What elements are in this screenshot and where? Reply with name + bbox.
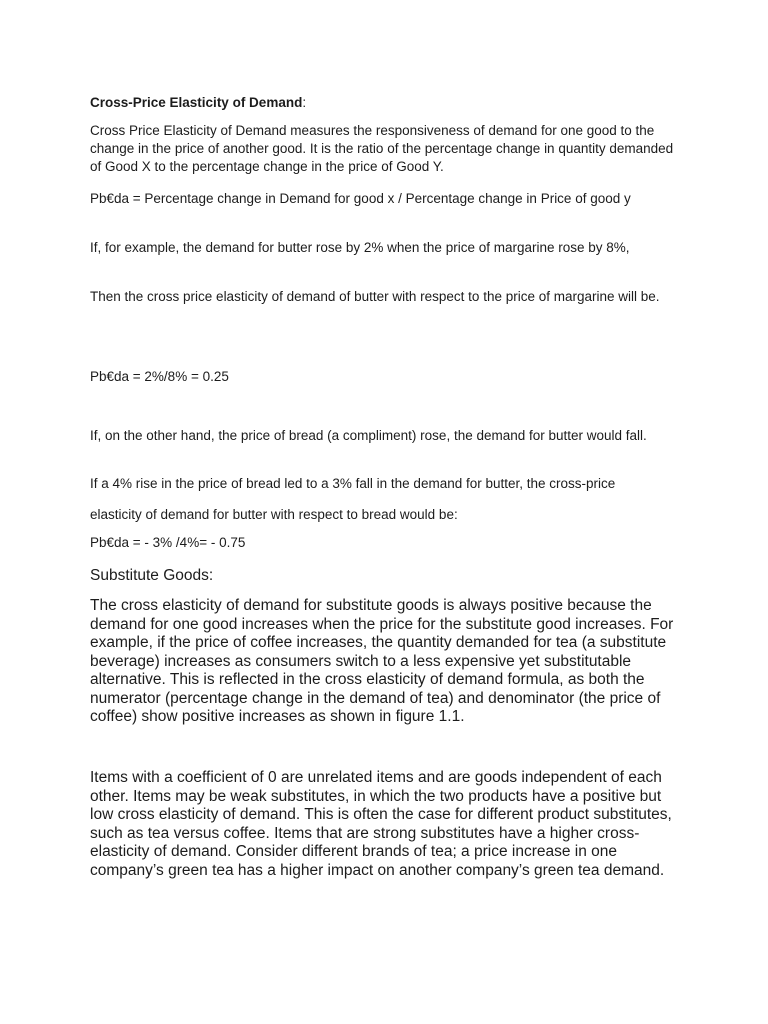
formula-definition: Pb€da = Percentage change in Demand for good x / Percentage change in Price of good y — [90, 191, 631, 206]
example-result: Pb€da = 2%/8% = 0.25 — [90, 369, 229, 384]
complement-result: Pb€da = - 3% /4%= - 0.75 — [90, 535, 246, 550]
substitute-paragraph-2: Items with a coefficient of 0 are unrelated items and are goods independent of each other. Items may be weak substitutes, in which the two products have a positive but low cross elasticity of demand. This is often the case for different product substitutes, such as tea versus coffee. Items that are strong substitutes have a higher cross-elasticity of demand. Consider different brands of tea; a price increase in one company’s green tea has a higher impact on another company’s green tea demand. — [90, 769, 672, 879]
heading-bold-text: Cross-Price Elasticity of Demand — [90, 95, 303, 110]
heading-suffix: : — [302, 95, 307, 110]
document-page — [90, 0, 690, 1024]
substitute-paragraph-1: The cross elasticity of demand for substitute goods is always positive because the demand for one good increases when the price for the substitute good increases. For example, if the price of coffee increases, the quantity demanded for tea (a substitute beverage) increases as consumers switch to a less expensive yet substitutable alternative. This is reflected in the cross elasticity of demand formula, as both the numerator (percentage change in the demand of tea) and denominator (the price of coffee) show positive increases as shown in figure 1.1. — [90, 597, 674, 725]
complement-line-1: If a 4% rise in the price of bread led to a 3% fall in the demand for butter, the cross-price — [90, 476, 616, 491]
complement-intro: If, on the other hand, the price of bread (a compliment) rose, the demand for butter would fall. — [90, 428, 647, 443]
section-heading — [90, 94, 306, 112]
example-then: Then the cross price elasticity of demand of butter with respect to the price of margarine will be. — [90, 289, 660, 304]
complement-line-2: elasticity of demand for butter with respect to bread would be: — [90, 507, 458, 522]
intro-paragraph: Cross Price Elasticity of Demand measures the responsiveness of demand for one good to the change in the price of another good. It is the ratio of the percentage change in quantity demanded of Good X to the percentage change in the price of Good Y. — [90, 123, 674, 174]
example-intro: If, for example, the demand for butter rose by 2% when the price of margarine rose by 8%, — [90, 240, 630, 255]
substitute-goods-heading: Substitute Goods: — [90, 567, 214, 584]
